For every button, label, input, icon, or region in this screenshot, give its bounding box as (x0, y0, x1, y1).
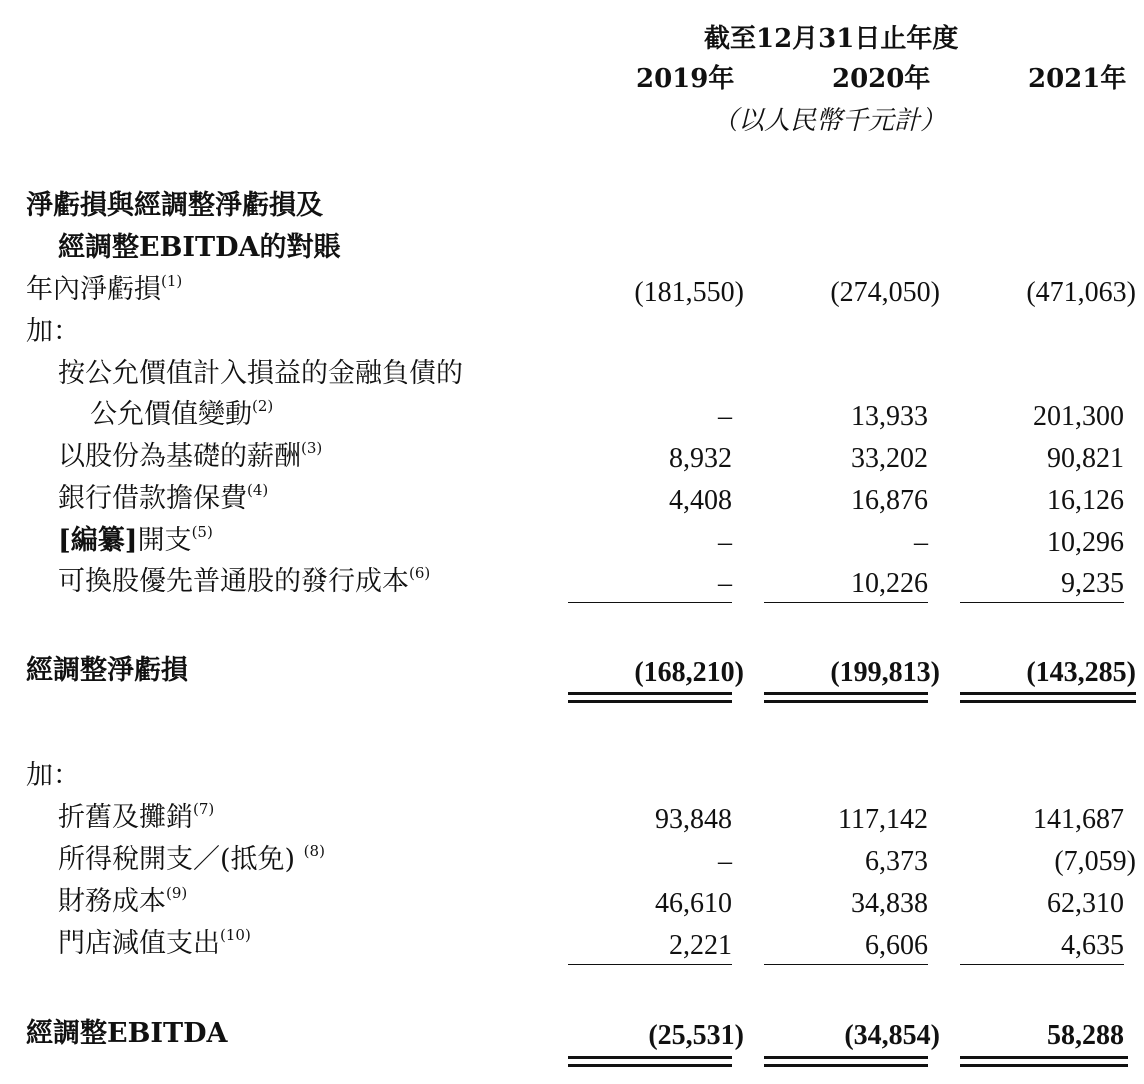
subtotal-rule-2-2021 (960, 964, 1124, 965)
year-header-2020: 2020年 (832, 64, 931, 94)
note-ref: (10) (220, 926, 251, 944)
redacted-bracket: [編纂] (58, 525, 138, 556)
value-finance-cost-2020: 34,838 (851, 888, 928, 919)
row-label-finance-cost (58, 884, 188, 917)
value-share-based-2020: 33,202 (851, 443, 928, 474)
row-label-adjusted-ebitda: 經調整EBITDA (26, 1018, 228, 1049)
note-ref: (4) (247, 481, 269, 499)
total-rule-bottom-2020-a (764, 1056, 928, 1059)
section-title-line1: 淨虧損與經調整淨虧損及 (26, 190, 323, 221)
row-label-issuance-cost (58, 564, 431, 597)
row-label-fair-value-line2 (90, 397, 274, 430)
total-rule-2021-b (960, 700, 1136, 703)
subtotal-rule-2020 (764, 602, 928, 603)
year-header-2021: 2021年 (1028, 64, 1127, 94)
issuance-cost-label: 可換股優先普通股的發行成本 (58, 566, 409, 597)
value-impairment-2019: 2,221 (669, 930, 732, 961)
row-label-impairment (58, 926, 251, 959)
row-label-income-tax (58, 842, 325, 875)
value-adjusted-ebitda-2021: 58,288 (1047, 1020, 1124, 1051)
value-net-loss-2020: (274,050) (830, 277, 940, 308)
value-fair-value-2019: – (718, 401, 732, 432)
year-header-2019: 2019年 (636, 64, 735, 94)
value-issuance-cost-2019: – (718, 568, 732, 599)
income-tax-label: 所得稅開支／(抵免) (58, 844, 296, 875)
unit-caption: （以人民幣千元計） (712, 106, 947, 136)
total-rule-bottom-2021-b (960, 1064, 1128, 1067)
row-label-fair-value-line1: 按公允價值計入損益的金融負債的 (58, 358, 463, 389)
value-adjusted-net-loss-2021: (143,285) (1026, 657, 1136, 688)
note-ref: (6) (409, 564, 431, 582)
value-depreciation-2020: 117,142 (838, 804, 928, 835)
row-label-net-loss (26, 272, 183, 305)
total-rule-2020-a (764, 692, 928, 695)
value-fair-value-2021: 201,300 (1033, 401, 1124, 432)
total-rule-2021-a (960, 692, 1136, 695)
row-label-depreciation (58, 800, 215, 833)
value-redacted-expense-2021: 10,296 (1047, 527, 1124, 558)
total-rule-bottom-2019-b (568, 1064, 732, 1067)
row-label-bank-guarantee (58, 481, 269, 514)
value-income-tax-2020: 6,373 (865, 846, 928, 877)
total-rule-2020-b (764, 700, 928, 703)
subtotal-rule-2019 (568, 602, 732, 603)
value-net-loss-2019: (181,550) (634, 277, 744, 308)
value-share-based-2019: 8,932 (669, 443, 732, 474)
note-ref: (7) (193, 800, 215, 818)
total-rule-2019-a (568, 692, 732, 695)
share-based-label: 以股份為基礎的薪酬 (58, 441, 301, 472)
value-issuance-cost-2021: 9,235 (1061, 568, 1124, 599)
value-redacted-expense-2020: – (914, 527, 928, 558)
impairment-label: 門店減值支出 (58, 928, 220, 959)
depreciation-label: 折舊及攤銷 (58, 802, 193, 833)
value-depreciation-2021: 141,687 (1033, 804, 1124, 835)
value-impairment-2020: 6,606 (865, 930, 928, 961)
value-adjusted-net-loss-2020: (199,813) (830, 657, 940, 688)
note-ref: (8) (303, 842, 325, 860)
note-ref: (9) (166, 884, 188, 902)
add-label-1: 加： (26, 316, 80, 347)
finance-cost-label: 財務成本 (58, 886, 166, 917)
note-ref: (3) (301, 439, 323, 457)
value-income-tax-2019: – (718, 846, 732, 877)
total-rule-bottom-2021-a (960, 1056, 1128, 1059)
note-ref: (5) (191, 523, 213, 541)
value-finance-cost-2019: 46,610 (655, 888, 732, 919)
value-adjusted-ebitda-2020: (34,854) (844, 1020, 940, 1051)
subtotal-rule-2-2020 (764, 964, 928, 965)
section-title-line2: 經調整EBITDA的對賬 (58, 232, 341, 263)
value-bank-guarantee-2020: 16,876 (851, 485, 928, 516)
total-rule-bottom-2020-b (764, 1064, 928, 1067)
row-label-adjusted-net-loss: 經調整淨虧損 (26, 655, 188, 686)
subtotal-rule-2-2019 (568, 964, 732, 965)
period-header: 截至12月31日止年度 (704, 24, 959, 54)
net-loss-label: 年內淨虧損 (26, 274, 161, 305)
value-adjusted-ebitda-2019: (25,531) (648, 1020, 744, 1051)
add-label-2: 加： (26, 760, 80, 791)
value-issuance-cost-2020: 10,226 (851, 568, 928, 599)
value-impairment-2021: 4,635 (1061, 930, 1124, 961)
fair-value-label: 公允價值變動 (90, 399, 252, 430)
value-bank-guarantee-2021: 16,126 (1047, 485, 1124, 516)
value-net-loss-2021: (471,063) (1026, 277, 1136, 308)
note-ref: (2) (252, 397, 274, 415)
row-label-redacted-expense (58, 523, 213, 556)
subtotal-rule-2021 (960, 602, 1124, 603)
total-rule-bottom-2019-a (568, 1056, 732, 1059)
value-bank-guarantee-2019: 4,408 (669, 485, 732, 516)
value-adjusted-net-loss-2019: (168,210) (634, 657, 744, 688)
value-income-tax-2021: (7,059) (1054, 846, 1136, 877)
total-rule-2019-b (568, 700, 732, 703)
value-fair-value-2020: 13,933 (851, 401, 928, 432)
bank-guarantee-label: 銀行借款擔保費 (58, 483, 247, 514)
value-redacted-expense-2019: – (718, 527, 732, 558)
note-ref: (1) (161, 272, 183, 290)
value-share-based-2021: 90,821 (1047, 443, 1124, 474)
redacted-expense-label: 開支 (137, 525, 192, 556)
value-finance-cost-2021: 62,310 (1047, 888, 1124, 919)
value-depreciation-2019: 93,848 (655, 804, 732, 835)
row-label-share-based (58, 439, 323, 472)
